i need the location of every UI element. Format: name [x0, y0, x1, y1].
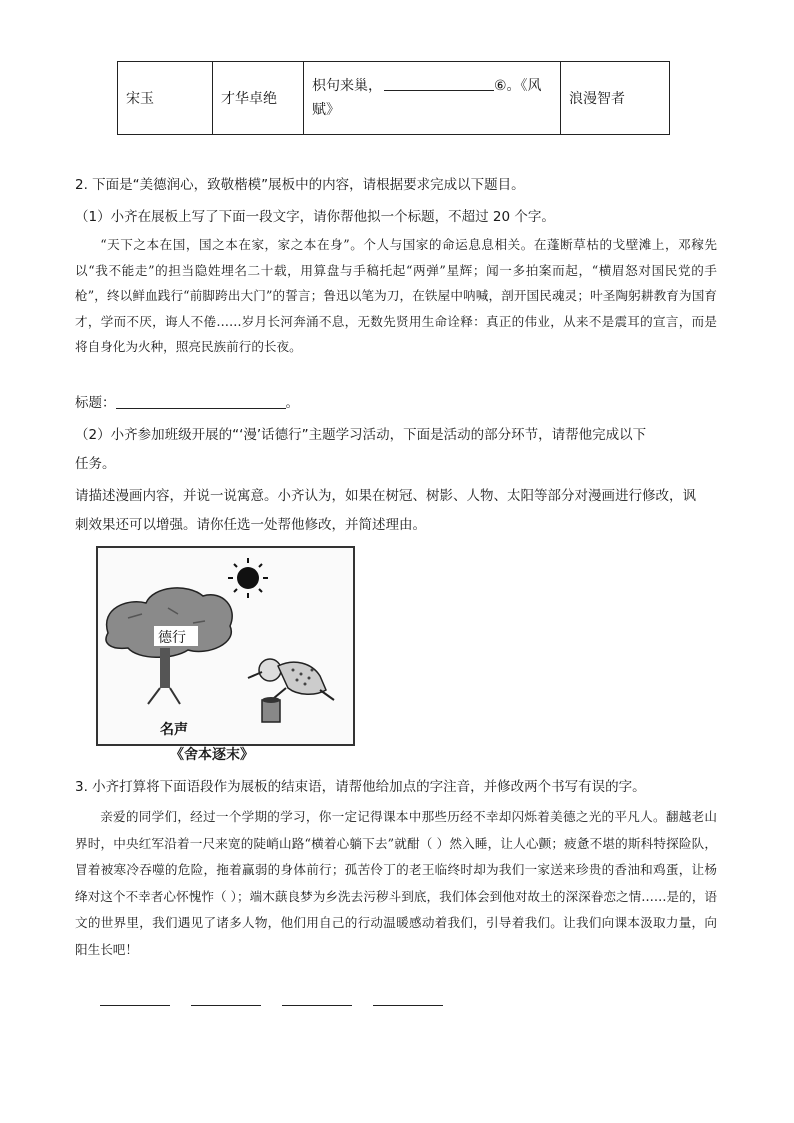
tree-label: 德行 [158, 630, 186, 646]
table-row [118, 62, 670, 135]
work-text-before: 枳句来巢， [312, 78, 382, 94]
passage-text: “天下之本在国，国之本在家，家之本在身”。个人与国家的命运息息相关。在蓬断草枯的戈壁滩上，邓稼先以“我不能走”的担当隐姓埋名二十载，用算盘与手稿托起“两弹”星辉；闻一多拍案而起，“横眉怒对国民党的手枪”，终以鲜血践行“前脚跨出大门”的誓言；鲁迅以笔为刀，在铁屋中呐喊，剖开国民魂灵；叶圣陶躬耕教育为国育才，学而不厌，诲人不倦……岁月长河奔涌不息，无数先贤用生命诠释：真正的伟业，从来不是震耳的宣言，而是将自身化为火种，照亮民族前行的长夜。 [75, 237, 717, 355]
question-2-sub1: （1）小齐在展板上写了下面一段文字，请你帮他拟一个标题，不超过 20 个字。 [75, 209, 555, 225]
sun-icon [228, 558, 268, 598]
literature-table [117, 61, 670, 135]
question-3-intro: 3. 小齐打算将下面语段作为展板的结束语，请帮他给加点的字注音，并修改两个书写有误的字。 [75, 779, 646, 795]
answer-blank-2[interactable] [191, 1004, 261, 1006]
answer-blank-4[interactable] [373, 1004, 443, 1006]
answer-blank-3[interactable] [282, 1004, 352, 1006]
title-blank[interactable] [116, 394, 286, 409]
fill-blank[interactable] [384, 76, 494, 91]
paint-bucket-icon [262, 697, 280, 722]
table-cell-role: 浪漫智者 [561, 62, 670, 135]
work-text-after: ⑥。《风赋》 [312, 78, 542, 118]
passage-paragraph [75, 232, 717, 360]
question-2-sub2: （2）小齐参加班级开展的“‘漫’话德行”主题学习活动，下面是活动的部分环节，请帮他完成以下 [75, 427, 647, 443]
table-cell-trait: 才华卓绝 [213, 62, 304, 135]
cartoon-caption: 《舍本逐末》 [170, 747, 254, 763]
table-cell-name: 宋玉 [118, 62, 213, 135]
title-label: 标题： [75, 395, 116, 411]
shadow-label: 名声 [160, 722, 188, 738]
task-text-cont: 刺效果还可以增强。请你任选一处帮他修改，并简述理由。 [75, 517, 426, 533]
closing-paragraph [75, 804, 717, 963]
table-cell-work [304, 62, 561, 135]
cartoon-drawing [98, 548, 353, 744]
title-answer-line [75, 391, 299, 411]
question-2-intro: 2. 下面是“美德润心，致敬楷模”展板中的内容，请根据要求完成以下题目。 [75, 177, 525, 193]
answer-blank-1[interactable] [100, 1004, 170, 1006]
question-2-sub2-cont: 任务。 [75, 456, 116, 472]
closing-text: 亲爱的同学们，经过一个学期的学习，你一定记得课本中那些历经不幸却闪烁着美德之光的平凡人。翻越老山界时，中央红军沿着一尺来宽的陡峭山路“横着心躺下去”就酣（ ）然入睡，让人心颤；疲惫不堪的斯科特探险队，冒着被寒冷吞噬的危险，拖着赢弱的身体前行；孤苦伶丁的老王临终时却为我们一家送来珍贵的香油和鸡蛋，让杨绛对这个不幸者心怀愧怍（ ）；端木蕻良梦为乡洗去污秽斗到底，我们体会到他对故土的深深眷恋之情……是的，语文的世界里，我们遇见了诸多人物，他们用自己的行动温暖感动着我们，引导着我们。让我们向课本汲取力量，向阳生长吧！ [75, 809, 717, 957]
person-icon [248, 659, 334, 700]
task-text: 请描述漫画内容，并说一说寓意。小齐认为，如果在树冠、树影、人物、太阳等部分对漫画进行修改，讽 [75, 488, 696, 504]
title-end: 。 [285, 395, 299, 411]
cartoon-image [96, 546, 355, 746]
